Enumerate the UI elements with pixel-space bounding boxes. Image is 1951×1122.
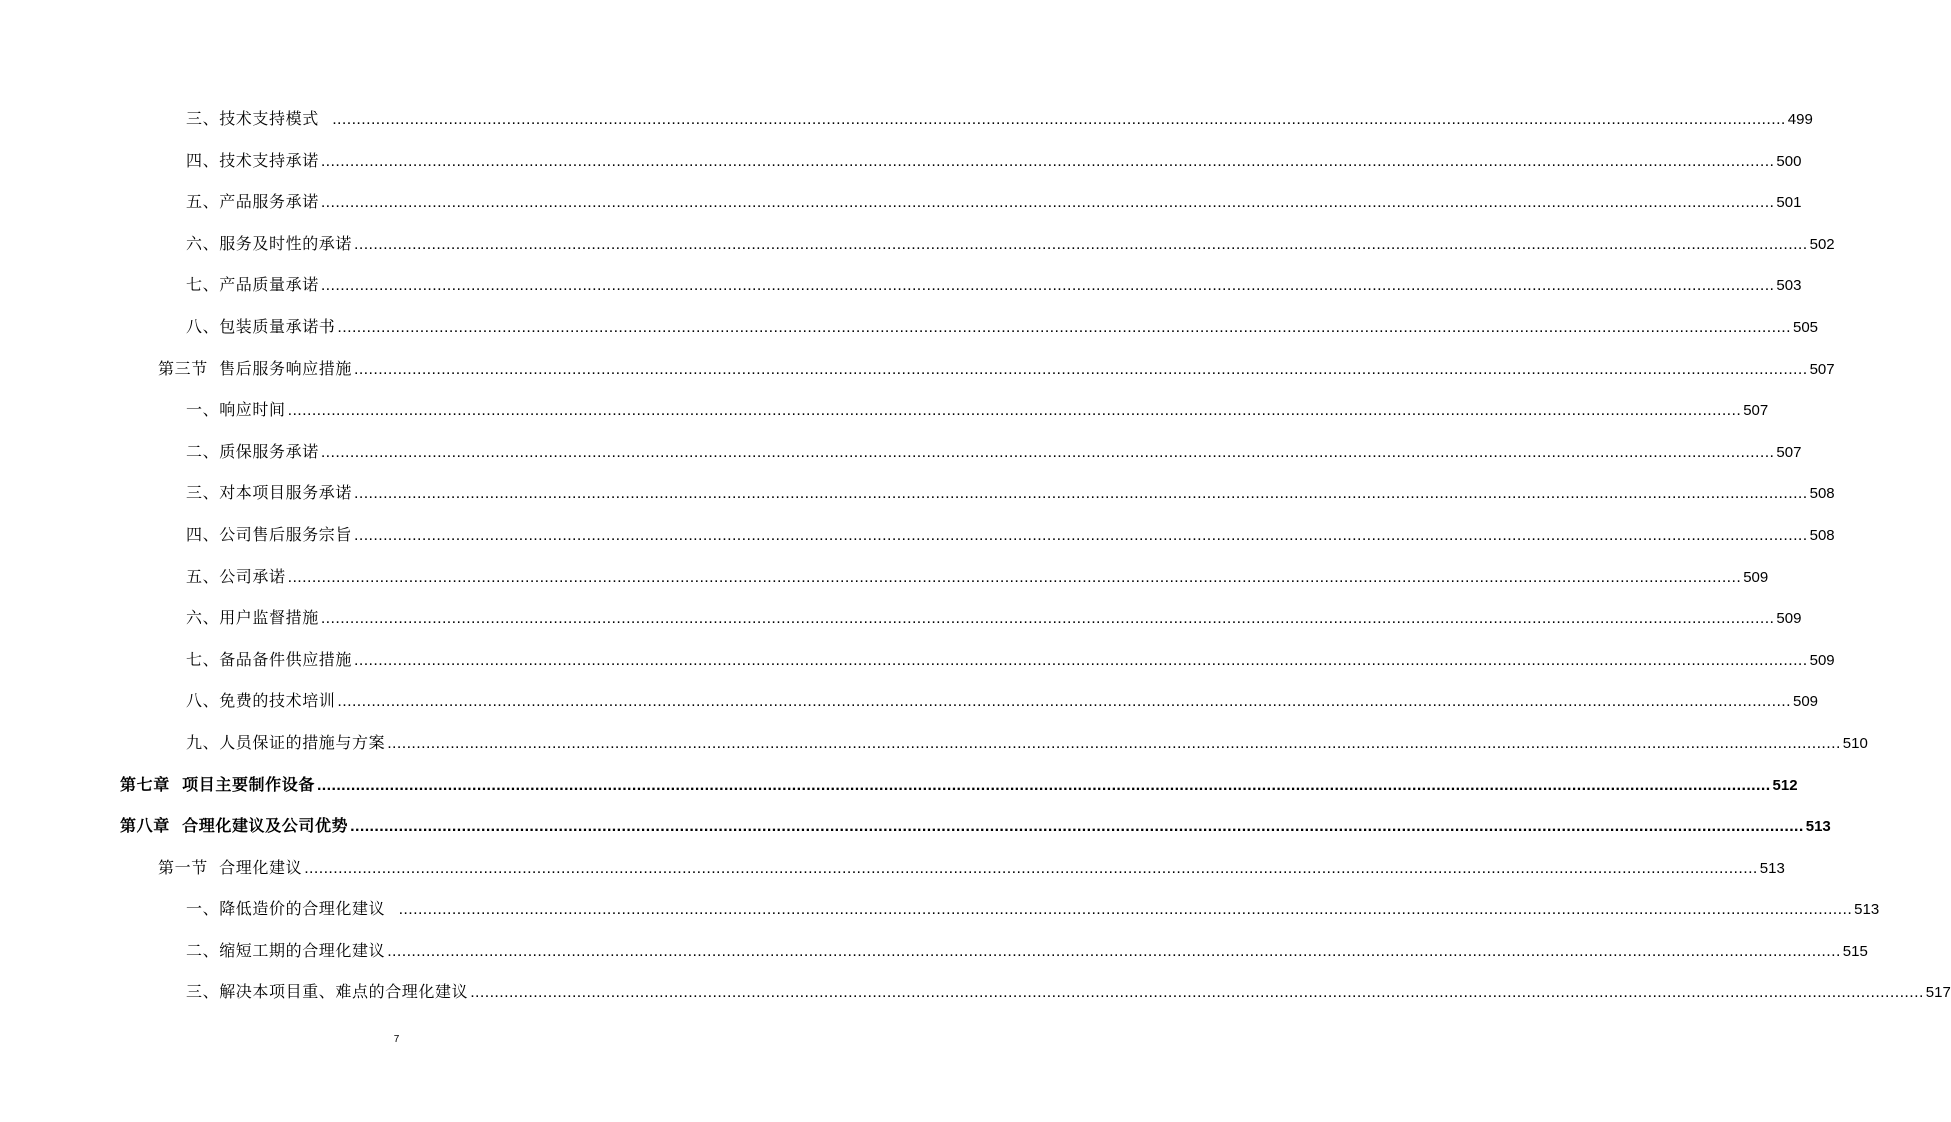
toc-entry[interactable] [0,264,1802,306]
dot-leader: ............................................................................................................................................................................................................................................................................................................ [287,568,1742,586]
toc-entry-title: 四、技术支持承诺 [186,150,319,170]
toc-entry-title: 五、公司承诺 [186,566,286,586]
table-of-contents [0,98,1951,1013]
toc-entry[interactable] [0,472,1835,514]
dot-leader: ............................................................................................................................................................................................................................................................................................................ [287,402,1742,420]
toc-entry-page-number: 507 [1776,443,1802,461]
toc-entry-title: 七、备品备件供应措施 [186,649,353,669]
toc-entry-title: 三、技术支持模式 [186,109,331,128]
toc-entry-page-number: 508 [1809,485,1835,503]
toc-entry-title: 第八章 合理化建议及公司优势 [120,816,349,836]
dot-leader: ............................................................................................................................................................................................................................................................................................................ [354,526,1808,544]
dot-leader: ............................................................................................................................................................................................................................................................................................................ [350,818,1804,836]
toc-entry-page-number: 510 [1842,734,1868,752]
toc-entry[interactable] [0,140,1802,182]
dot-leader: ............................................................................................................................................................................................................................................................................................................ [470,984,1924,1002]
toc-entry-page-number: 509 [1743,568,1769,586]
toc-entry[interactable] [0,722,1868,764]
toc-entry-title: 三、解决本项目重、难点的合理化建议 [186,982,469,1002]
toc-entry-title: 五、产品服务承诺 [186,192,319,212]
dot-leader: ............................................................................................................................................................................................................................................................................................................ [332,111,1786,128]
toc-entry-page-number: 513 [1759,859,1785,877]
toc-entry[interactable] [0,847,1785,889]
toc-entry-page-number: 499 [1787,111,1813,128]
toc-entry[interactable] [0,389,1769,431]
toc-entry[interactable] [0,680,1819,722]
toc-entry[interactable] [0,223,1835,265]
toc-entry[interactable] [0,805,1831,847]
toc-entry[interactable] [0,431,1802,473]
toc-entry[interactable] [0,764,1798,806]
dot-leader: ............................................................................................................................................................................................................................................................................................................ [354,651,1808,669]
toc-entry-page-number: 507 [1743,402,1769,420]
toc-entry-title: 三、对本项目服务承诺 [186,483,353,503]
toc-entry[interactable] [0,514,1835,556]
page-number: 7 [393,1034,400,1045]
toc-entry-page-number: 505 [1793,318,1819,336]
dot-leader: ............................................................................................................................................................................................................................................................................................................ [337,693,1791,711]
toc-entry-title: 二、缩短工期的合理化建议 [186,940,386,960]
toc-entry[interactable] [0,597,1802,639]
toc-entry[interactable] [0,930,1868,972]
toc-entry-page-number: 508 [1809,526,1835,544]
toc-entry[interactable] [0,98,1813,140]
dot-leader: ............................................................................................................................................................................................................................................................................................................ [353,360,1808,378]
toc-entry-title: 四、公司售后服务宗旨 [186,524,353,544]
toc-entry-title: 二、质保服务承诺 [186,441,319,461]
dot-leader: ............................................................................................................................................................................................................................................................................................................ [354,485,1808,503]
toc-entry-page-number: 507 [1809,360,1835,378]
toc-entry-title: 六、用户监督措施 [186,608,319,628]
toc-entry-title: 七、产品质量承诺 [186,275,319,295]
toc-entry-page-number: 513 [1854,901,1880,919]
dot-leader: ............................................................................................................................................................................................................................................................................................................ [320,443,1775,461]
toc-entry-title: 一、降低造价的合理化建议 [186,899,397,919]
dot-leader: ............................................................................................................................................................................................................................................................................................................ [320,152,1775,170]
toc-entry-title: 第三节 售后服务响应措施 [158,358,352,378]
toc-entry-page-number: 509 [1793,693,1819,711]
dot-leader: ............................................................................................................................................................................................................................................................................................................ [337,318,1791,336]
toc-entry[interactable] [0,639,1835,681]
toc-entry-title: 六、服务及时性的承诺 [186,233,353,253]
toc-entry[interactable] [0,306,1819,348]
toc-entry-title: 八、包装质量承诺书 [186,316,336,336]
toc-entry-page-number: 500 [1776,152,1802,170]
dot-leader: ............................................................................................................................................................................................................................................................................................................ [354,235,1808,253]
dot-leader: ............................................................................................................................................................................................................................................................................................................ [316,776,1771,794]
toc-entry-page-number: 512 [1772,776,1798,794]
toc-entry-title: 第七章 项目主要制作设备 [120,774,315,794]
toc-entry-title: 一、响应时间 [186,400,286,420]
dot-leader: ............................................................................................................................................................................................................................................................................................................ [320,610,1775,628]
toc-entry-page-number: 503 [1776,277,1802,295]
toc-entry-page-number: 509 [1776,610,1802,628]
dot-leader: ............................................................................................................................................................................................................................................................................................................ [387,942,1841,960]
dot-leader: ............................................................................................................................................................................................................................................................................................................ [387,734,1841,752]
toc-entry[interactable] [0,971,1951,1013]
toc-entry-page-number: 501 [1776,194,1802,212]
dot-leader: ............................................................................................................................................................................................................................................................................................................ [320,194,1775,212]
dot-leader: ............................................................................................................................................................................................................................................................................................................ [320,277,1775,295]
dot-leader: ............................................................................................................................................................................................................................................................................................................ [304,859,1758,877]
toc-entry[interactable] [0,181,1802,223]
dot-leader: ............................................................................................................................................................................................................................................................................................................ [398,901,1853,919]
toc-entry-page-number: 509 [1809,651,1835,669]
toc-entry-page-number: 502 [1809,235,1835,253]
toc-entry-title: 九、人员保证的措施与方案 [186,732,386,752]
toc-entry[interactable] [0,888,1880,930]
toc-entry-title: 第一节 合理化建议 [158,857,303,877]
toc-entry-page-number: 517 [1925,984,1951,1002]
toc-entry-page-number: 513 [1805,818,1831,836]
toc-entry-title: 八、免费的技术培训 [186,691,336,711]
toc-entry[interactable] [0,556,1769,598]
toc-entry[interactable] [0,348,1835,390]
toc-entry-page-number: 515 [1842,942,1868,960]
